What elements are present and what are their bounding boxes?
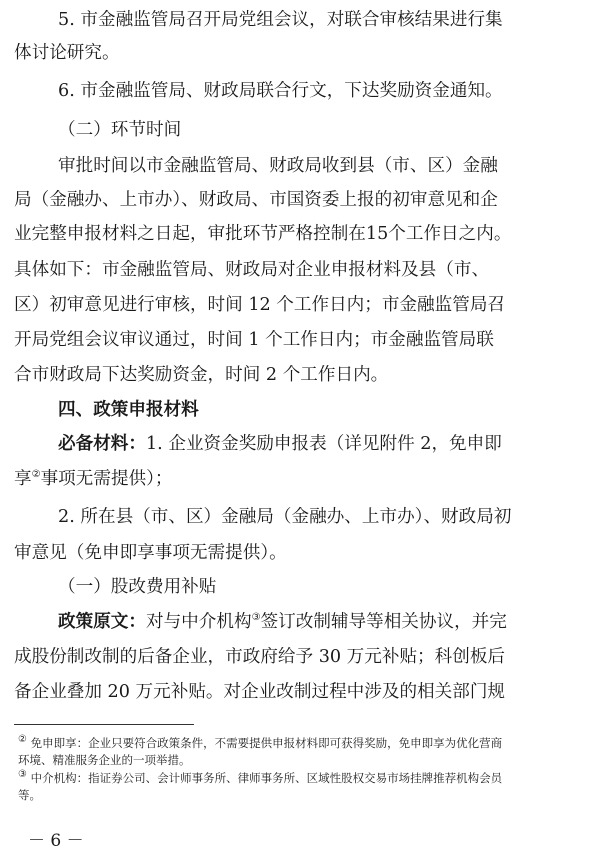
body-line (58, 432, 502, 456)
section-heading: （一）股改费用补贴 (58, 577, 217, 597)
body-line: 开局党组会议审议通过，时间 1 个工作日内；市金融监管局联 (14, 330, 494, 350)
body-line: 6. 市金融监管局、财政局联合行文，下达奖励资金通知。 (58, 81, 503, 101)
footnote-ref: ② (31, 469, 41, 481)
body-line: 具体如下：市金融监管局、财政局对企业申报材料及县（市、 (14, 260, 490, 280)
footnote-mark: ② (18, 734, 27, 746)
body-line: 合市财政局下达奖励资金，时间 2 个工作日内。 (14, 365, 389, 385)
body-line (58, 610, 507, 634)
footnote-text: 等。 (18, 788, 41, 802)
body-line: 备企业叠加 20 万元补贴。对企业改制过程中涉及的相关部门规 (14, 682, 506, 702)
bold-label: 政策原文： (58, 611, 146, 632)
footnote-divider (14, 724, 194, 725)
body-line: 体讨论研究。 (14, 43, 120, 63)
body-line: 5. 市金融监管局召开局党组会议，对联合审核结果进行集 (58, 10, 503, 30)
body-line (14, 467, 173, 491)
footnote-mark: ③ (18, 769, 27, 781)
chapter-heading: 四、政策申报材料 (58, 399, 199, 420)
body-text: 签订改制辅导等相关协议，并完 (260, 612, 507, 632)
body-line: 2. 所在县（市、区）金融局（金融办、上市办）、财政局初 (58, 507, 512, 527)
footnote (18, 770, 502, 786)
body-text: 享 (14, 469, 32, 489)
footnote-ref: ③ (251, 612, 261, 624)
body-text: 1. 企业资金奖励申报表（详见附件 2，免申即 (145, 434, 502, 454)
footnote-text: 中介机构：指证券公司、会计师事务所、律师事务所、区域性股权交易市场挂牌推荐机构会员 (30, 771, 503, 785)
bold-label: 必备材料： (58, 433, 146, 454)
footnote-text: 免申即享：企业只要符合政策条件，不需要提供申报材料即可获得奖励，免申即享为优化营商 (30, 736, 503, 750)
body-line: 业完整申报材料之日起，审批环节严格控制在15个工作日之内。 (14, 224, 512, 244)
footnote-text: 环境、精准服务企业的一项举措。 (18, 753, 191, 767)
body-line: 审意见（免申即享事项无需提供）。 (14, 543, 287, 563)
section-heading: （二）环节时间 (58, 120, 182, 140)
body-line: 局（金融办、上市办）、财政局、市国资委上报的初审意见和企 (14, 190, 498, 210)
body-text: 事项无需提供）； (40, 469, 173, 489)
body-line: 区）初审意见进行审核，时间 12 个工作日内；市金融监管局召 (14, 295, 506, 315)
body-line: 审批时间以市金融监管局、财政局收到县（市、区）金融 (58, 156, 498, 176)
body-line: 成股份制改制的后备企业，市政府给予 30 万元补贴；科创板后 (14, 647, 506, 667)
body-text: 对与中介机构 (145, 612, 252, 632)
footnote (18, 735, 502, 751)
page-number: － 6 － (28, 831, 84, 851)
